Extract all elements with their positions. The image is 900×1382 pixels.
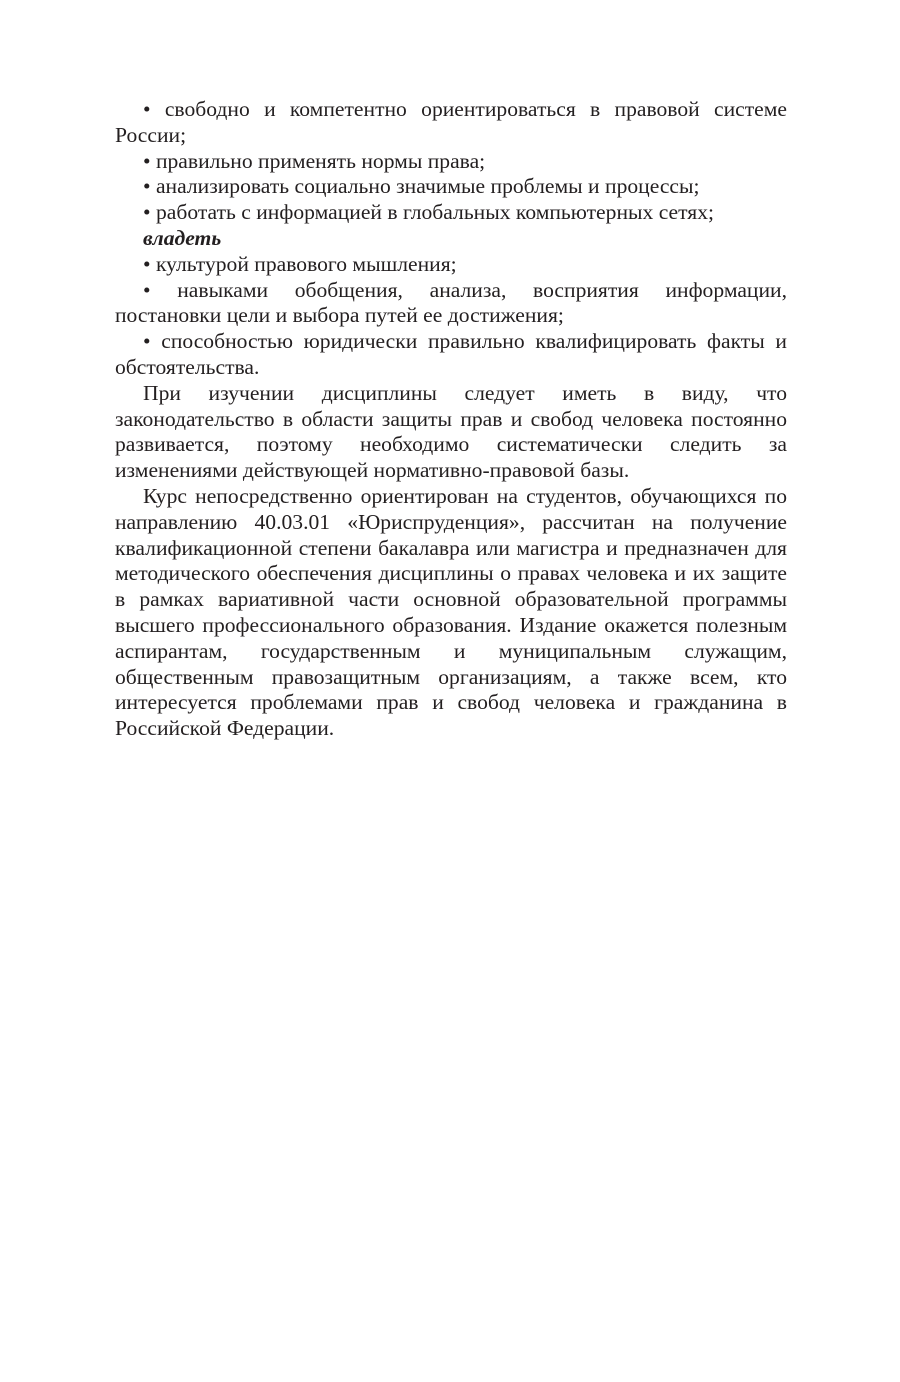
- paragraph-course-audience: Курс непосредственно ориентирован на студентов, обучающихся по направлению 40.03.01 «Юриспруденция», рассчитан на получение квалификационной степени бакалавра или магистра и предназначен для методического обеспечения дисциплины о правах человека и их защите в рамках вариативной части основной образовательной программы высшего профессионального образования. Издание окажется полезным аспирантам, государственным и муниципальным служащим, общественным правозащитным организациям, а также всем, кто интересуется проблемами прав и свобод человека и гражданина в Российской Федерации.: [115, 483, 787, 741]
- bullet-legal-thinking: • культурой правового мышления;: [143, 251, 457, 276]
- page-text: [115, 97, 787, 742]
- bullet-qualify-facts: • способностью юридически правильно квалифицировать факты и обстоятельства.: [115, 329, 787, 379]
- bullet-work-with-information: • работать с информацией в глобальных компьютерных сетях;: [143, 200, 715, 225]
- bullet-generalization-skills: • навыками обобщения, анализа, восприятия информации, постановки цели и выбора путей ее достижения;: [115, 277, 787, 328]
- bullet-analyze-problems: • анализировать социально значимые проблемы и процессы;: [143, 174, 700, 199]
- section-heading-own: владеть: [143, 225, 222, 250]
- paragraph-legislation-develops: При изучении дисциплины следует иметь в виду, что законодательство в области защиты прав и свобод человека постоянно развивается, поэтому необходимо систематически следить за изменениями действующей нормативно-правовой базы.: [115, 380, 787, 483]
- bullet-apply-norms: • правильно применять нормы права;: [143, 148, 486, 173]
- bullet-orient-legal-system: • свободно и компетентно ориентироваться в правовой системе России;: [115, 97, 787, 147]
